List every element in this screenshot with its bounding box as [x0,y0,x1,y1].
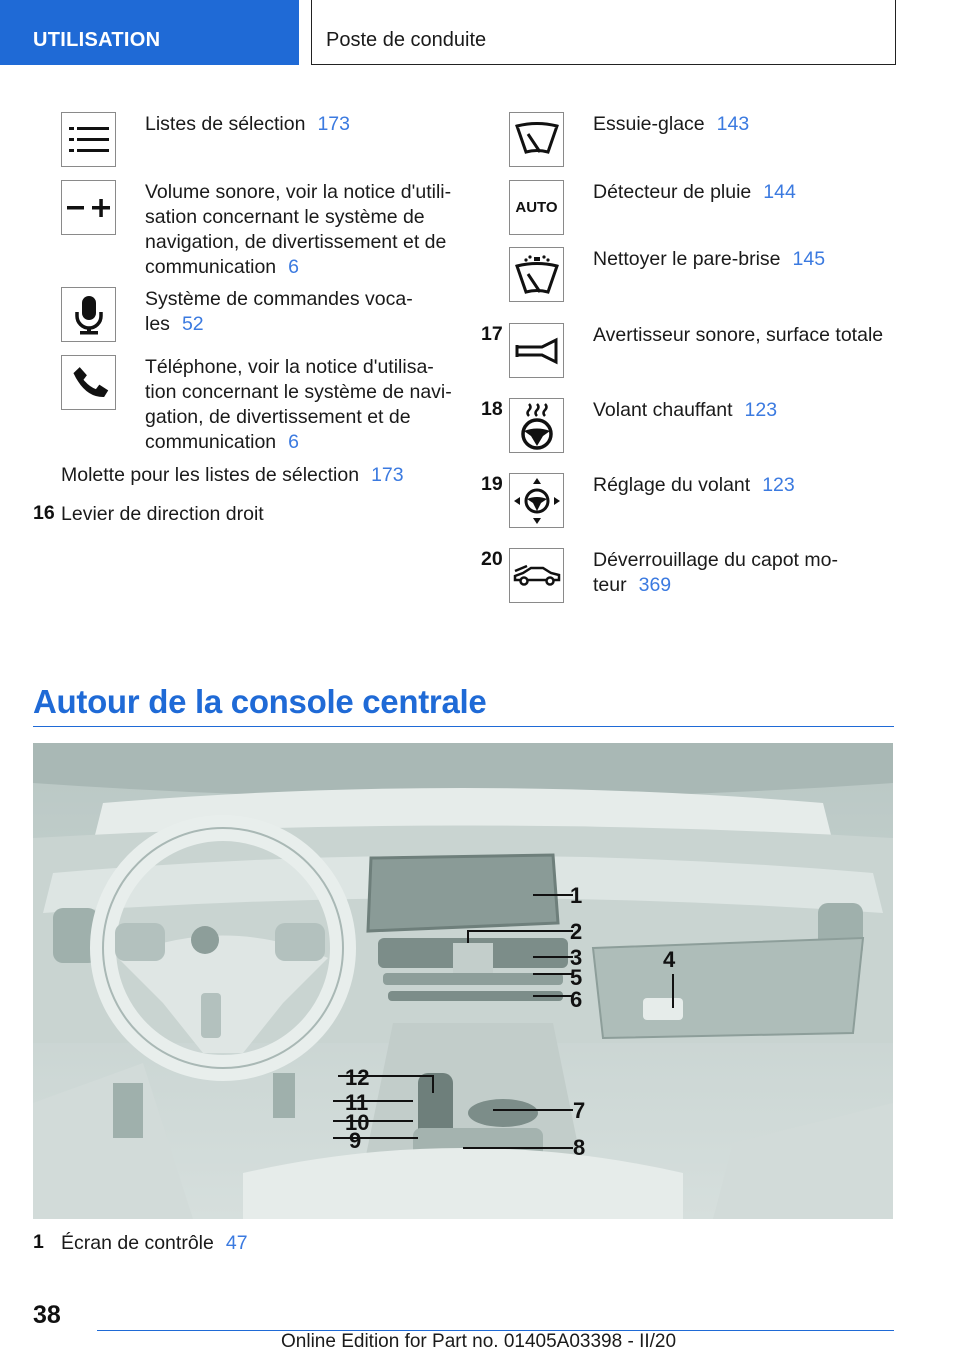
list-item-hood-release: Déverrouillage du capot mo- teur 369 [593,549,838,596]
page-ref-link[interactable]: 52 [181,313,204,335]
list-item-phone: Téléphone, voir la notice d'utilisa- tion concernant le système de navi- gation, de divertissement et de communication 6 [145,356,452,453]
list-item-voice-control: Système de commandes voca- les 52 [145,288,413,335]
page-ref-link[interactable]: 173 [317,113,350,135]
list-item-heated-wheel: Volant chauffant 123 [593,399,778,421]
callout-label: 4 [663,947,676,972]
steering-adjust-icon [509,473,564,528]
list-item-volume: Volume sonore, voir la notice d'utili- sation concernant le système de navigation, de divertissement et de communication 6 [145,181,452,278]
callout-label: 2 [570,919,583,944]
hood-release-icon [509,548,564,603]
phone-icon [61,355,116,410]
list-item-steering-adjust: Réglage du volant 123 [593,474,795,496]
footer-edition: Online Edition for Part no. 01405A03398 - II/20 [281,1331,677,1352]
chapter-title: Poste de conduite [326,29,487,51]
list-item-wiper: Essuie-glace 143 [593,113,750,135]
page-ref-link[interactable]: 369 [638,574,672,596]
section-heading: Autour de la console centrale [33,683,487,720]
section-title: UTILISATION [33,29,161,51]
horn-icon [509,323,564,378]
auto-rain-sensor-icon: AUTO [509,180,564,235]
page-ref-link[interactable]: 6 [288,431,299,453]
thumbwheel-item: Molette pour les listes de sélection 173 [61,464,404,486]
section-tab [0,0,299,65]
page-ref-link[interactable]: 123 [762,474,795,496]
page-number: 38 [33,1301,61,1329]
center-console-illustration [33,743,893,1219]
chapter-tab [311,0,896,65]
heated-steering-wheel-icon [509,398,564,453]
list-icon [61,112,116,167]
page-ref-link[interactable]: 144 [763,181,796,203]
callout-label: 1 [570,883,583,908]
page-ref-link[interactable]: 123 [744,399,778,421]
list-item-rain-sensor: Détecteur de pluie 144 [593,181,796,203]
list-item-control-display: Écran de contrôle 47 [61,1232,248,1254]
item-number: 16 [33,502,55,524]
callout-label: 8 [573,1135,586,1160]
section-rule [33,726,894,727]
callout-label: 6 [570,987,583,1012]
volume-minus-plus-icon [61,180,116,235]
callout-label: 3 [570,945,583,970]
microphone-icon [61,287,116,342]
list-item-selection-lists: Listes de sélection 173 [145,113,350,135]
item-number: 19 [481,473,503,495]
item-label: Levier de direction droit [61,503,264,525]
item-number: 17 [481,323,503,345]
callout-label: 10 [345,1110,370,1135]
list-item-washer: Nettoyer le pare-brise 145 [593,248,826,270]
callout-label: 7 [573,1098,586,1123]
callout-label: 11 [345,1090,369,1115]
page-ref-link[interactable]: 143 [716,113,750,135]
wiper-icon [509,112,564,167]
page-ref-link[interactable]: 173 [371,464,404,486]
page-ref-link[interactable]: 47 [225,1232,248,1254]
item-number: 1 [33,1231,44,1253]
windshield-washer-icon [509,247,564,302]
item-number: 20 [481,548,503,570]
list-item-horn: Avertisseur sonore, surface totale [593,324,884,346]
page-ref-link[interactable]: 6 [288,256,299,278]
callout-label: 5 [570,965,583,990]
callout-label: 9 [349,1128,362,1153]
callout-label: 12 [345,1065,370,1090]
item-number: 18 [481,398,503,420]
page-ref-link[interactable]: 145 [792,248,826,270]
